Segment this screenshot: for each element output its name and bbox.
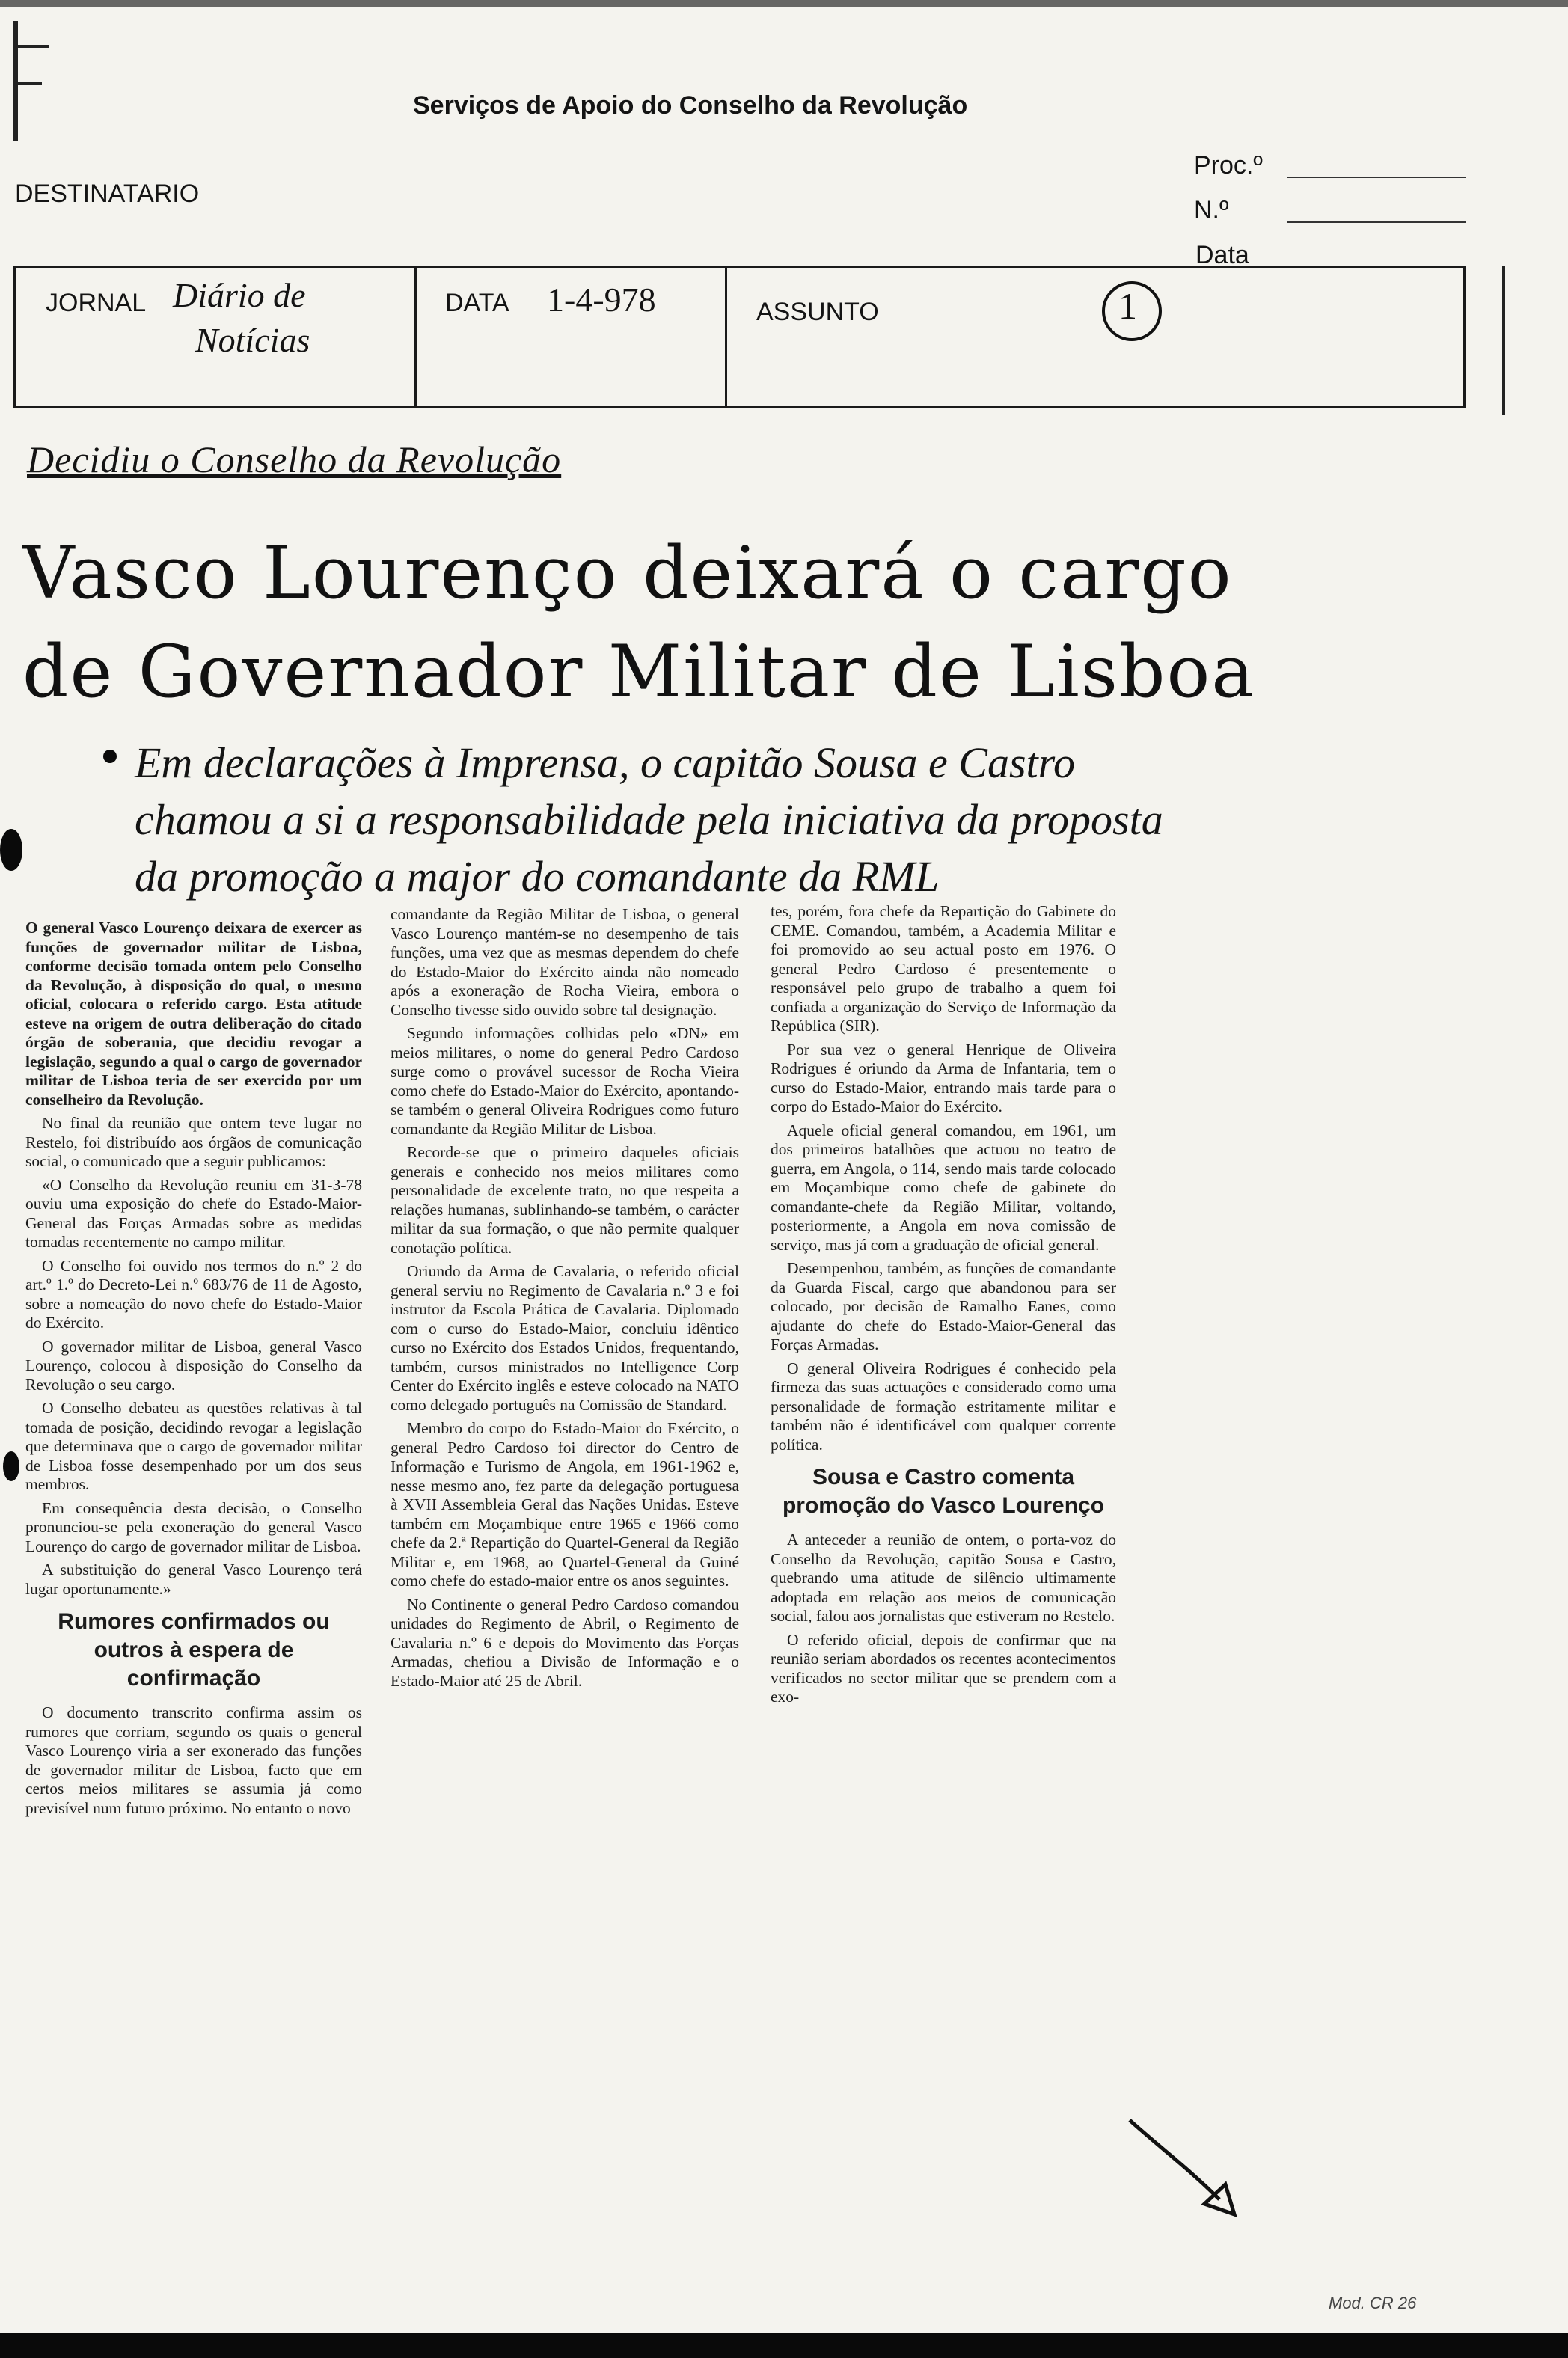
headline-line-1: Vasco Lourenço deixará o cargo: [22, 531, 1233, 615]
form-divider: [414, 268, 417, 406]
proc-label: Proc.º: [1194, 151, 1263, 180]
col1-paragraph: O documento transcrito confirma assim os rumores que corriam, segundo os quais o general Vasco Lourenço viria a ser exonerado das funções de governador militar de Lisboa, facto que em certos meios militares se assumia já como previsível num futuro próximo. No entanto o novo: [25, 1703, 362, 1817]
article-column-3: [771, 902, 1116, 1712]
col2-paragraph: Membro do corpo do Estado-Maior do Exército, o general Pedro Cardoso foi director do Centro de Informação e Turismo de Angola, em 1961-1962 e, nesse mesmo ano, fez parte da delegação portuguesa à XVII Assembleia Geral das Nações Unidas. Esteve também em Moçambique entre 1965 e 1966 como chefe da 2.ª Repartição do Quartel-General da Região Militar e, em 1968, ao Quartel-General da Guiné como chefe do estado-maior entre os anos seguintes.: [391, 1419, 739, 1590]
proc-line: [1287, 177, 1466, 178]
form-divider: [725, 268, 727, 406]
article-kicker: Decidiu o Conselho da Revolução: [27, 438, 562, 480]
n-label: N.º: [1194, 196, 1229, 224]
col2-paragraph: comandante da Região Militar de Lisboa, o general Vasco Lourenço mantém-se no desempenho de tais funções, uma vez que as mesmas dependem do chefe do Estado-Maior do Exército ainda não nomeado após a exoneração de Rocha Vieira, embora o Conselho tivesse sido ouvido sobre tal designação.: [391, 905, 739, 1019]
assunto-label: ASSUNTO: [756, 298, 879, 326]
col1-paragraph: O Conselho foi ouvido nos termos do n.º 2 do art.º 1.º do Decreto-Lei n.º 683/76 de 11 de Agosto, sobre a nomeação do novo chefe do Estado-Maior do Exército.: [25, 1256, 362, 1332]
col1-subheading: Rumores confirmados ou outros à espera de confirmação: [58, 1609, 330, 1691]
data-field-label: DATA: [445, 289, 509, 317]
destinatario-label: DESTINATARIO: [15, 180, 200, 208]
article-column-1: [25, 919, 362, 1822]
col1-paragraph: O Conselho debateu as questões relativas à tal tomada de posição, decidindo revogar a legislação que determinava que o cargo de governador militar de Lisboa fosse desempenhado por um dos seus membros.: [25, 1399, 362, 1493]
col3-paragraph: O referido oficial, depois de confirmar que na reunião seriam abordados os recentes acontecimentos verificados no sector militar que se prendem com a exo-: [771, 1630, 1116, 1706]
col3-paragraph: tes, porém, fora chefe da Repartição do Gabinete do CEME. Comandou, também, a Academia Militar e foi promovido ao seu actual posto em 1976. O general Pedro Cardoso é presentemente o responsável pelo grupo de trabalho a quem foi confiada a organização do Serviço de Informação da República (SIR).: [771, 902, 1116, 1035]
deck-line-1: Em declarações à Imprensa, o capitão Sousa e Castro: [135, 738, 1076, 787]
jornal-label: JORNAL: [46, 289, 147, 317]
data-label: Data: [1195, 241, 1249, 269]
binder-mark: [13, 82, 42, 85]
col3-paragraph: Por sua vez o general Henrique de Oliveira Rodrigues é oriundo da Arma de Infantaria, tem o curso do Estado-Maior, entrando mais tarde para o corpo do Estado-Maior do Exército.: [771, 1040, 1116, 1115]
col1-paragraph: No final da reunião que ontem teve lugar no Restelo, foi distribuído aos órgãos de comunicação social, o comunicado que a seguir publicamos:: [25, 1114, 362, 1170]
col2-paragraph: Oriundo da Arma de Cavalaria, o referido oficial general serviu no Regimento de Cavalaria n.º 3 e foi instrutor da Escola Prática de Cavalaria. Diplomado com o curso do Estado-Maior, concluiu idêntico curso no Exército dos Estados Unidos, frequentando, também, cursos ministrados no Intelligence Corp Center do Exército inglês e esteve colocado na NATO como delegado português na Comissão de Standard.: [391, 1262, 739, 1414]
col1-paragraph: O general Vasco Lourenço deixara de exercer as funções de governador militar de Lisboa, conforme decisão tomada ontem pelo Conselho da Revolução, à disposição do qual, o mesmo oficial, colocara o referido cargo. Esta atitude esteve na origem de outra deliberação do citado órgão de soberania, que decidiu revogar a legislação, segundo a qual o cargo de governador militar de Lisboa teria de ser exercido por um conselheiro da Revolução.: [25, 919, 362, 1109]
binder-mark: [13, 45, 49, 48]
col1-paragraph: O governador militar de Lisboa, general Vasco Lourenço, colocou à disposição do Conselho da Revolução o seu cargo.: [25, 1337, 362, 1394]
punch-hole: [3, 1451, 19, 1481]
col3-paragraph: A anteceder a reunião de ontem, o porta-voz do Conselho da Revolução, capitão Sousa e Castro, quebrando uma atitude de silêncio ultimamente adoptada em relação aos meios de comunicação social, falou aos jornalistas que estiveram no Restelo.: [771, 1531, 1116, 1625]
assunto-value: 1: [1118, 285, 1137, 327]
punch-hole: [0, 829, 22, 871]
col1-paragraph: A substituição do general Vasco Lourenço terá lugar oportunamente.»: [25, 1561, 362, 1598]
bullet-dot: [103, 750, 117, 763]
hand-drawn-arrow-icon: [1122, 2110, 1257, 2229]
deck-line-2: chamou a si a responsabilidade pela iniciativa da proposta: [135, 795, 1163, 844]
col3-paragraph: Desempenhou, também, as funções de comandante da Guarda Fiscal, cargo que abandonou para ser colocado, por decisão de Ramalho Eanes, como ajudante do chefe do Estado-Maior-General das Forças Armadas.: [771, 1259, 1116, 1353]
article-column-2: [391, 905, 739, 1695]
col3-paragraph: Aquele oficial general comandou, em 1961, um dos primeiros batalhões que actuou no teatro de guerra, em Angola, o 114, sendo mais tarde colocado em Moçambique como chefe de gabinete do comandante-chefe da Região Militar, voltando, posteriormente, a Angola em nova comissão de serviço, mas já com a graduação de oficial general.: [771, 1121, 1116, 1254]
scan-top-edge: [0, 0, 1568, 7]
scan-bottom-edge: [0, 2333, 1568, 2358]
col1-paragraph: «O Conselho da Revolução reuniu em 31-3-78 ouviu uma exposição do chefe do Estado-Maior-General das Forças Armadas sobre as medidas tomadas recentemente no campo militar.: [25, 1175, 362, 1251]
col3-paragraph: O general Oliveira Rodrigues é conhecido pela firmeza das suas actuações e considerado como uma personalidade de formação estritamente militar e também não é identificável com qualquer corrente política.: [771, 1359, 1116, 1454]
office-title: Serviços de Apoio do Conselho da Revolução: [413, 91, 968, 120]
jornal-value-line1: Diário de: [173, 276, 306, 314]
data-field-value: 1-4-978: [547, 281, 656, 319]
form-side-bracket: [1502, 266, 1505, 415]
col1-paragraph: Em consequência desta decisão, o Conselho pronunciou-se pela exoneração do general Vasco Lourenço do cargo de governador militar de Lisboa.: [25, 1498, 362, 1555]
headline-line-2: de Governador Militar de Lisboa: [22, 630, 1256, 714]
form-model-note: Mod. CR 26: [1329, 2294, 1417, 2312]
source-form-box: [13, 266, 1466, 408]
col2-paragraph: Segundo informações colhidas pelo «DN» em meios militares, o nome do general Pedro Cardoso surge como o provável sucessor de Rocha Vieira como chefe do Estado-Maior do Exército, apontando-se também o general Oliveira Rodrigues como futuro comandante da Região Militar de Lisboa.: [391, 1024, 739, 1138]
binder-mark: [13, 21, 18, 141]
n-line: [1287, 221, 1466, 223]
col2-paragraph: Recorde-se que o primeiro daqueles oficiais generais e conhecido nos meios militares como personalidade de excelente trato, no que respeita a relações humanas, sublinhando-se também, o carácter militar da sua formação, o que não permite qualquer conotação política.: [391, 1143, 739, 1257]
jornal-value-line2: Notícias: [195, 321, 310, 359]
col2-paragraph: No Continente o general Pedro Cardoso comandou unidades do Regimento de Abril, o Regimento de Cavalaria n.º 6 e depois do Movimento das Forças Armadas, chefiou a Divisão de Informação e o Estado-Maior até 25 de Abril.: [391, 1595, 739, 1690]
deck-line-3: da promoção a major do comandante da RML: [135, 852, 940, 901]
col3-subheading: Sousa e Castro comenta promoção do Vasco Lourenço: [782, 1465, 1105, 1518]
